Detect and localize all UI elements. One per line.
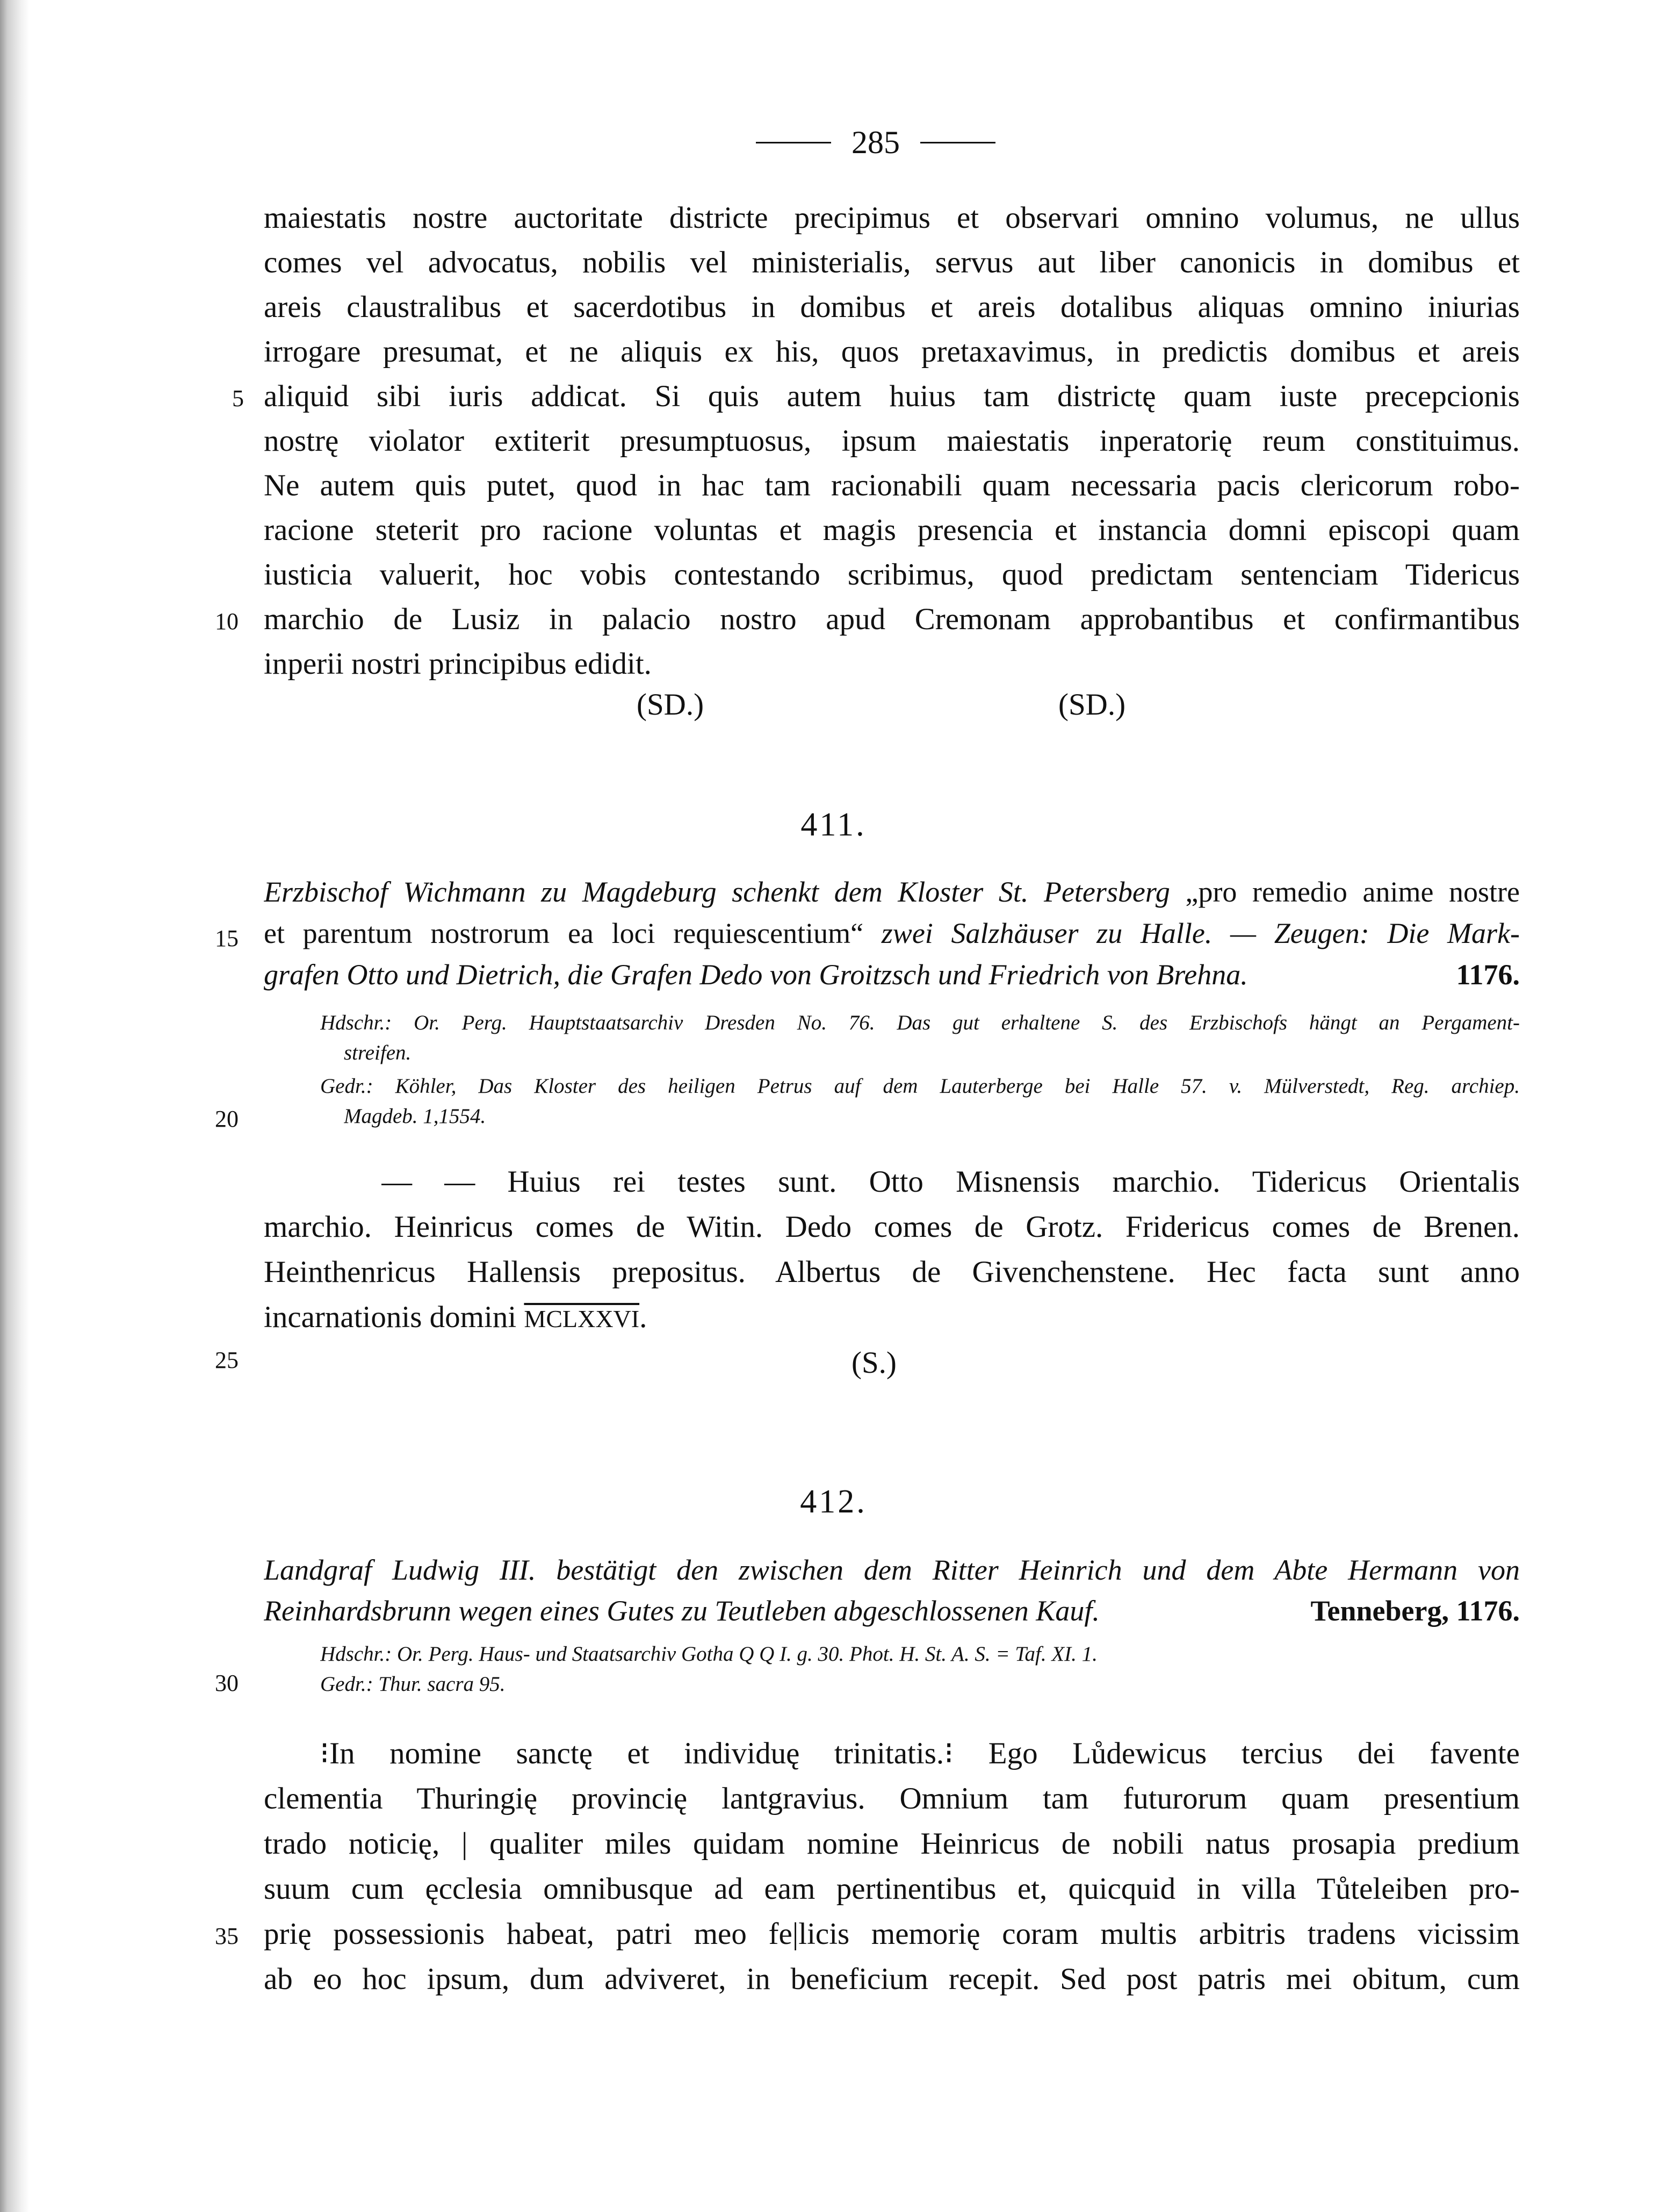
text-line: irrogare presumat, et ne aliquis ex his, quos pretaxavimus, in predictis domibus et areis bbox=[264, 335, 1520, 369]
summary-italic: Reinhardsbrunn wegen eines Gutes zu Teutleben abgeschlossenen Kauf. bbox=[264, 1595, 1100, 1627]
seal-mark: (SD.) bbox=[637, 688, 704, 722]
text-line: iusticia valuerit, hoc vobis contestando scribimus, quod predictam sentenciam Tidericus bbox=[264, 558, 1520, 592]
text-line: maiestatis nostre auctoritate districte precipimus et observari omnino volumus, ne ullus bbox=[264, 201, 1520, 235]
line-number: 30 bbox=[215, 1670, 239, 1696]
document-number-412: 412. bbox=[800, 1483, 867, 1520]
summary-line bbox=[264, 955, 1520, 994]
document-date: Tenneberg, 1176. bbox=[1310, 1595, 1520, 1627]
text-line bbox=[264, 1296, 1520, 1339]
text-line: areis claustralibus et sacerdotibus in domibus et areis dotalibus aliquas omnino iniurias bbox=[264, 290, 1520, 324]
text-fragment: . bbox=[639, 1300, 647, 1334]
apparatus-line: Gedr.: Thur. sacra 95. bbox=[320, 1673, 506, 1696]
summary-line bbox=[264, 873, 1520, 911]
line-number: 35 bbox=[215, 1923, 239, 1949]
text-line: suum cum ęcclesia omnibusque ad eam pertinentibus et, quicquid in villa Tůteleiben pro- bbox=[264, 1872, 1520, 1906]
text-line: prię possessionis habeat, patri meo fe|licis memorię coram multis arbitris tradens vicissim bbox=[264, 1917, 1520, 1951]
scan-edge-shadow bbox=[0, 0, 30, 2212]
page-number: 285 bbox=[851, 125, 900, 160]
text-line: inperii nostri principibus edidit. bbox=[264, 647, 652, 681]
summary-italic: grafen Otto und Dietrich, die Grafen Dedo von Groitzsch und Friedrich von Brehna. bbox=[264, 959, 1248, 991]
line-number: 10 bbox=[215, 608, 239, 635]
document-date: 1176. bbox=[1456, 959, 1520, 991]
roman-numeral: MCLXXVI bbox=[524, 1305, 640, 1332]
text-line: Heinthenricus Hallensis prepositus. Albertus de Givenchenstene. Hec facta sunt anno bbox=[264, 1255, 1520, 1289]
line-number: 15 bbox=[215, 925, 239, 952]
apparatus-line: Hdschr.: Or. Perg. Haus- und Staatsarchiv Gotha Q Q I. g. 30. Phot. H. St. A. S. = Taf. XI. 1. bbox=[320, 1642, 1098, 1666]
summary-quote: „pro remedio anime nostre bbox=[1170, 876, 1520, 908]
text-line: marchio. Heinricus comes de Witin. Dedo comes de Grotz. Fridericus comes de Brenen. bbox=[264, 1210, 1520, 1244]
page-header bbox=[725, 121, 1026, 164]
text-line: — — Huius rei testes sunt. Otto Misnensis marchio. Tidericus Orientalis bbox=[381, 1165, 1520, 1199]
text-line: aliquid sibi iuris addicat. Si quis autem huius tam districtę quam iuste precepcionis bbox=[264, 379, 1520, 413]
text-line: racione steterit pro racione voluntas et magis presencia et instancia domni episcopi quam bbox=[264, 513, 1520, 547]
summary-line: Landgraf Ludwig III. bestätigt den zwischen dem Ritter Heinrich und dem Abte Hermann von bbox=[264, 1554, 1520, 1586]
line-number: 20 bbox=[215, 1106, 239, 1132]
line-number: 25 bbox=[215, 1347, 239, 1373]
text-line: nostrę violator extiterit presumptuosus, ipsum maiestatis inperatorię reum constituimus. bbox=[264, 424, 1520, 458]
text-fragment: incarnationis domini bbox=[264, 1300, 524, 1334]
text-line: ab eo hoc ipsum, dum adviveret, in beneficium recepit. Sed post patris mei obitum, cum bbox=[264, 1962, 1520, 1996]
apparatus-line: streifen. bbox=[344, 1041, 412, 1064]
summary-line bbox=[264, 1591, 1520, 1630]
text-line: trado noticię, | qualiter miles quidam nomine Heinricus de nobili natus prosapia predium bbox=[264, 1827, 1520, 1861]
apparatus-line: Gedr.: Köhler, Das Kloster des heiligen Petrus auf dem Lauterberge bei Halle 57. v. Mülverstedt, Reg. archiep. bbox=[320, 1075, 1520, 1098]
summary-line bbox=[264, 914, 1520, 953]
summary-quote: et parentum nostrorum ea loci requiescentium“ bbox=[264, 917, 882, 949]
line-number: 5 bbox=[232, 385, 244, 412]
header-rule-right bbox=[920, 142, 995, 143]
seal-mark: (S.) bbox=[851, 1346, 897, 1380]
summary-italic: Erzbischof Wichmann zu Magdeburg schenkt dem Kloster St. Petersberg bbox=[264, 876, 1170, 908]
apparatus-line: Magdeb. 1,1554. bbox=[344, 1105, 486, 1128]
text-line: ⁝In nomine sanctę et individuę trinitatis.⁝ Ego Lůdewicus tercius dei favente bbox=[320, 1737, 1520, 1770]
header-rule-left bbox=[756, 142, 831, 143]
summary-italic: zwei Salzhäuser zu Halle. — Zeugen: Die Mark- bbox=[881, 917, 1520, 949]
text-line: marchio de Lusiz in palacio nostro apud Cremonam approbantibus et confirmantibus bbox=[264, 602, 1520, 636]
text-line: clementia Thuringię provincię lantgravius. Omnium tam futurorum quam presentium bbox=[264, 1782, 1520, 1815]
apparatus-line: Hdschr.: Or. Perg. Hauptstaatsarchiv Dresden No. 76. Das gut erhaltene S. des Erzbischofs hängt an Pergament- bbox=[320, 1011, 1520, 1034]
text-line: Ne autem quis putet, quod in hac tam racionabili quam necessaria pacis clericorum robo- bbox=[264, 469, 1520, 502]
document-number-411: 411. bbox=[800, 806, 867, 843]
text-line: comes vel advocatus, nobilis vel ministerialis, servus aut liber canonicis in domibus et bbox=[264, 246, 1520, 279]
seal-mark: (SD.) bbox=[1058, 688, 1126, 722]
